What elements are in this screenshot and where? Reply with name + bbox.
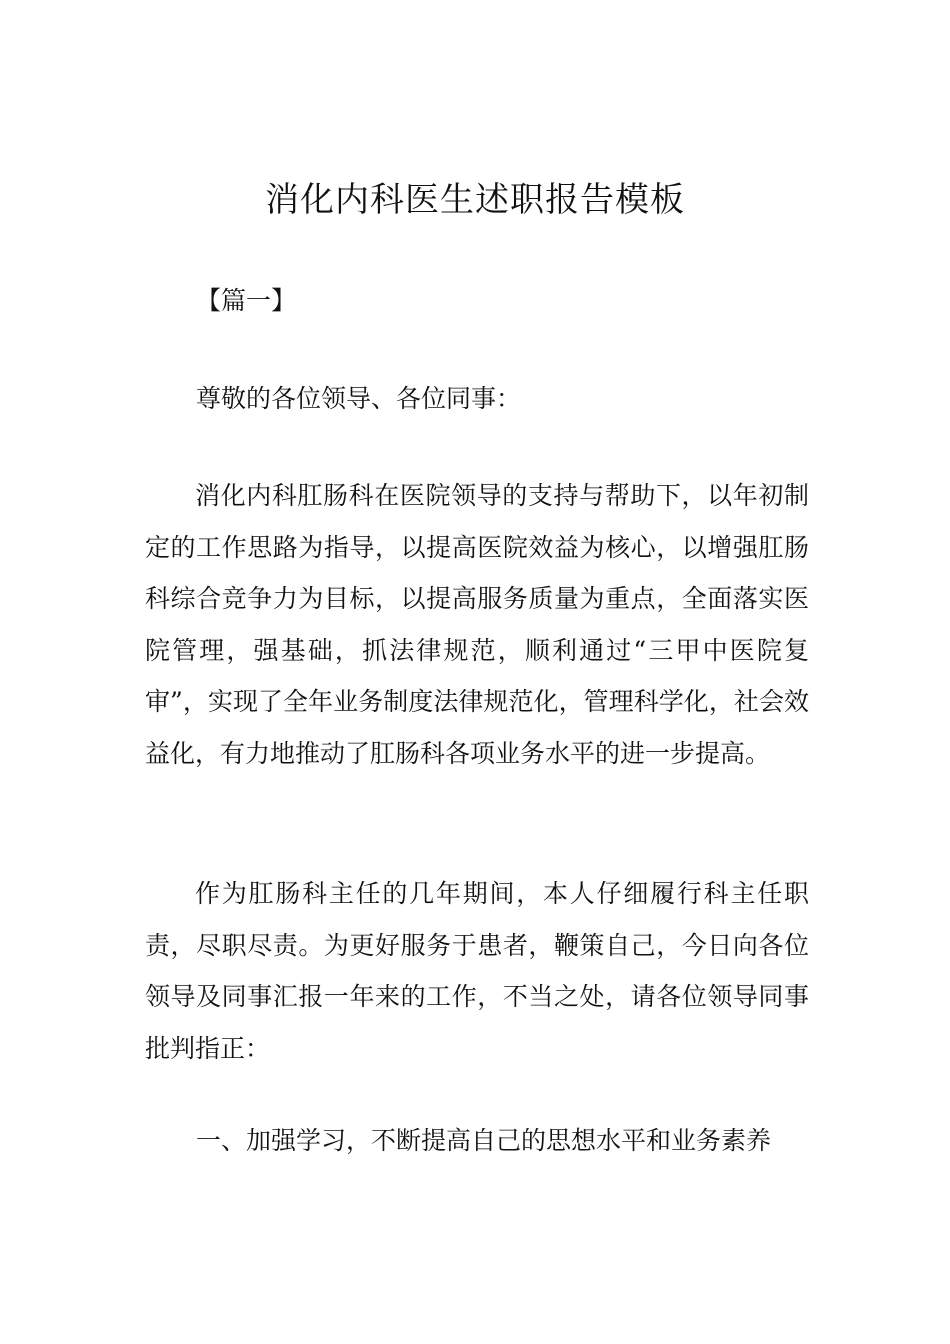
section-heading-1: 一、加强学习，不断提高自己的思想水平和业务素养 xyxy=(196,1126,772,1155)
section-tag: 【篇一】 xyxy=(196,286,297,315)
salutation: 尊敬的各位领导、各位同事： xyxy=(196,384,522,413)
paragraph-intro: 消化内科肛肠科在医院领导的支持与帮助下，以年初制定的工作思路为指导，以提高医院效益为核心，以增强肛肠科综合竞争力为目标，以提高服务质量为重点，全面落实医院管理，强基础，抓法律规范，顺利通过“三甲中医院复审”，实现了全年业务制度法律规范化，管理科学化，社会效益化，有力地推动了肛肠科各项业务水平的进一步提高。 xyxy=(145,481,809,768)
document-title: 消化内科医生述职报告模板 xyxy=(265,180,685,220)
paragraph-report-purpose: 作为肛肠科主任的几年期间，本人仔细履行科主任职责，尽职尽责。为更好服务于患者，鞭策自己，今日向各位领导及同事汇报一年来的工作，不当之处，请各位领导同事批判指正： xyxy=(145,879,809,1063)
